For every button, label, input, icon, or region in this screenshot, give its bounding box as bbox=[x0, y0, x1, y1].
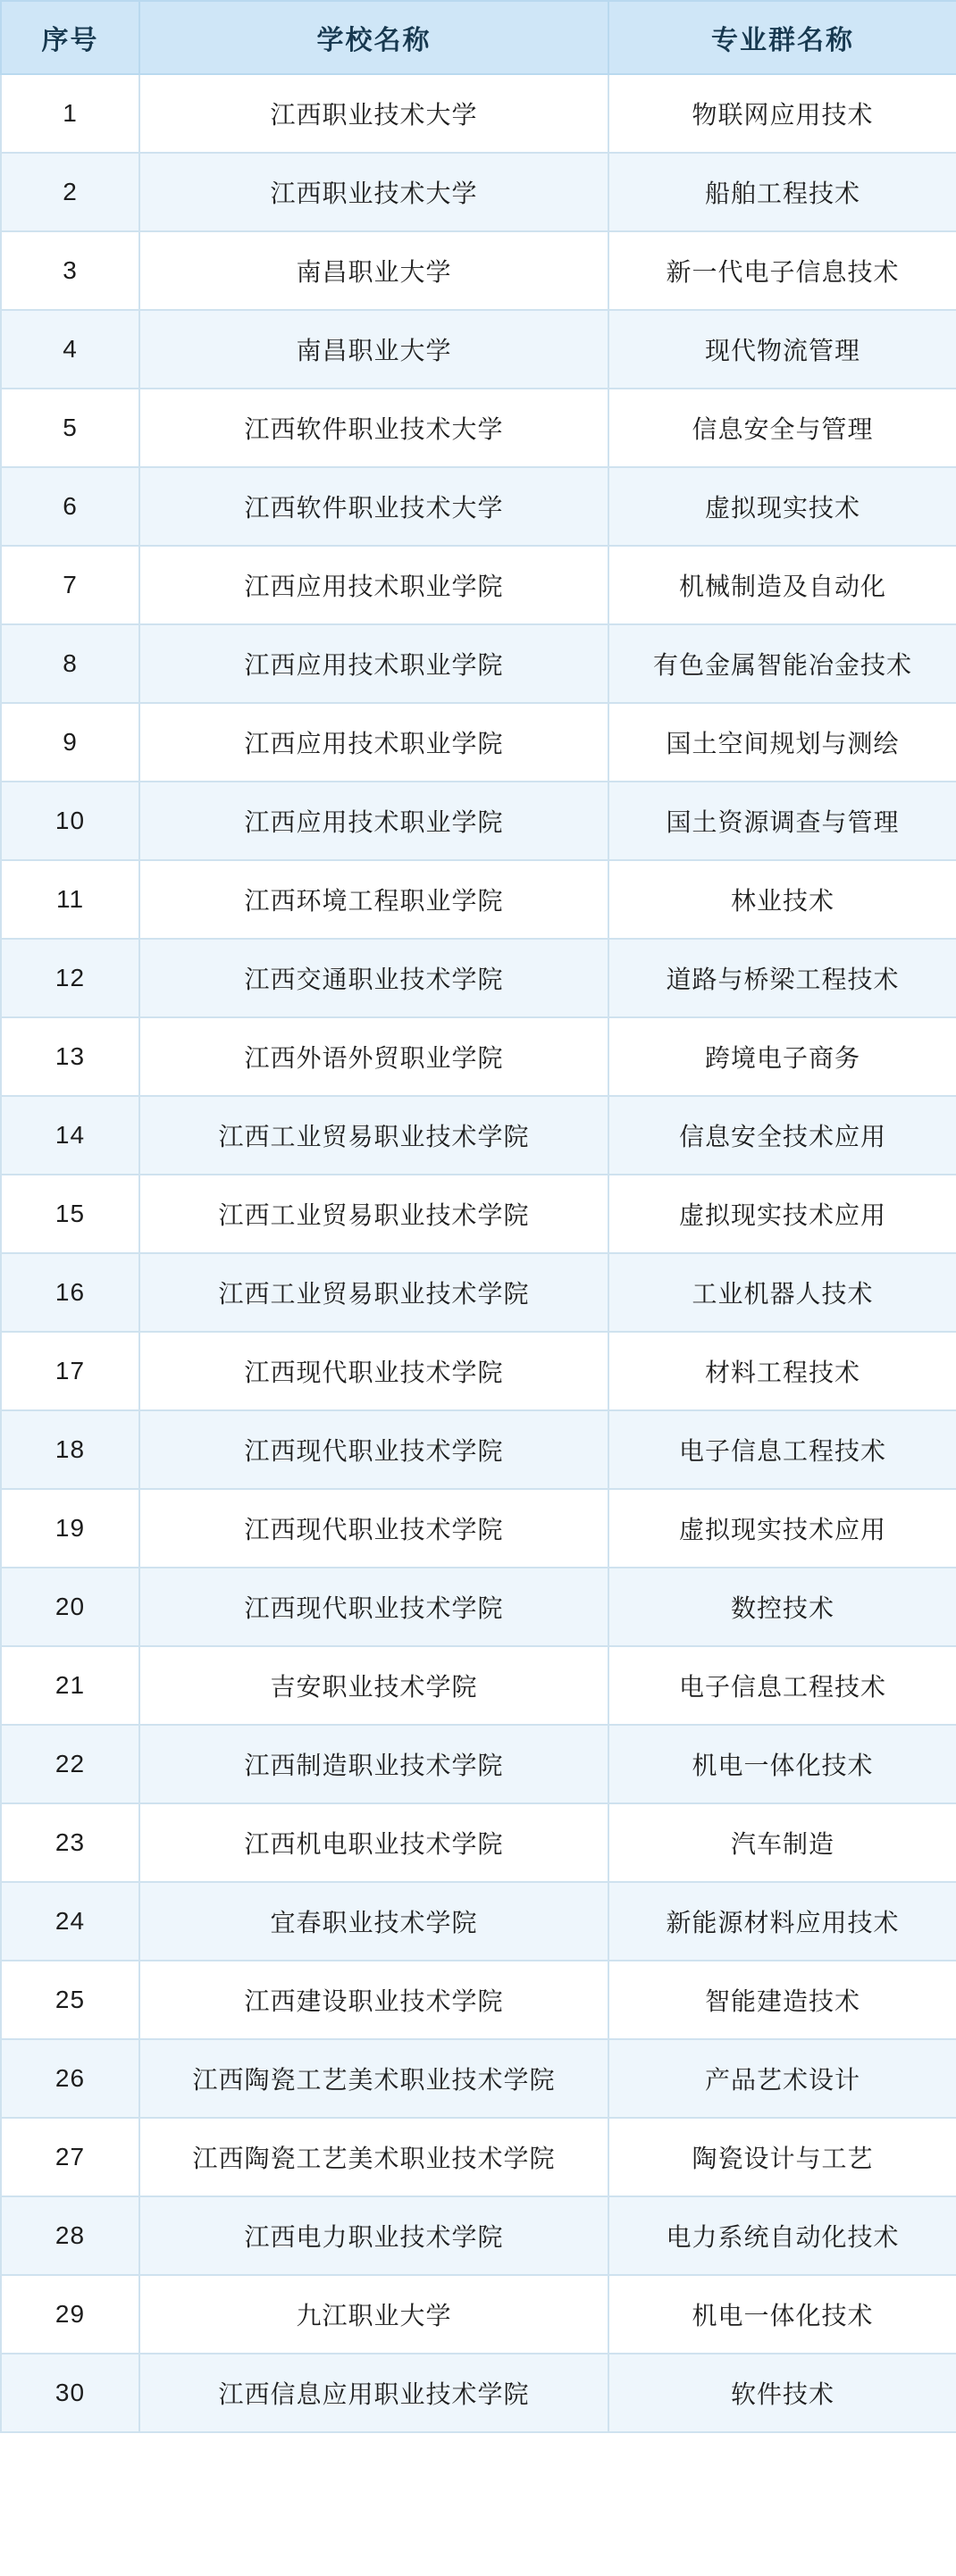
table-row bbox=[1, 782, 956, 860]
cell-program-name: 跨境电子商务 bbox=[608, 1017, 956, 1096]
cell-school-name: 江西工业贸易职业技术学院 bbox=[139, 1096, 608, 1175]
cell-program-name: 船舶工程技术 bbox=[608, 153, 956, 231]
table-row bbox=[1, 1489, 956, 1568]
table-row bbox=[1, 1725, 956, 1803]
table-row bbox=[1, 310, 956, 389]
cell-program-name: 电力系统自动化技术 bbox=[608, 2196, 956, 2275]
table-row bbox=[1, 389, 956, 467]
cell-program-name: 材料工程技术 bbox=[608, 1332, 956, 1410]
cell-school-name: 江西制造职业技术学院 bbox=[139, 1725, 608, 1803]
cell-school-name: 江西信息应用职业技术学院 bbox=[139, 2354, 608, 2432]
cell-school-name: 江西工业贸易职业技术学院 bbox=[139, 1253, 608, 1332]
table-row bbox=[1, 1646, 956, 1725]
cell-school-name: 江西职业技术大学 bbox=[139, 74, 608, 153]
cell-program-name: 工业机器人技术 bbox=[608, 1253, 956, 1332]
cell-program-name: 虚拟现实技术应用 bbox=[608, 1175, 956, 1253]
table-row bbox=[1, 153, 956, 231]
cell-program-name: 机械制造及自动化 bbox=[608, 546, 956, 624]
cell-program-name: 数控技术 bbox=[608, 1568, 956, 1646]
table-row bbox=[1, 1961, 956, 2039]
table-row bbox=[1, 2039, 956, 2118]
cell-index: 30 bbox=[1, 2354, 139, 2432]
table-header bbox=[1, 1, 956, 74]
cell-index: 6 bbox=[1, 467, 139, 546]
table-row bbox=[1, 1096, 956, 1175]
table-row bbox=[1, 546, 956, 624]
cell-program-name: 软件技术 bbox=[608, 2354, 956, 2432]
table-row bbox=[1, 2118, 956, 2196]
cell-index: 1 bbox=[1, 74, 139, 153]
cell-index: 14 bbox=[1, 1096, 139, 1175]
cell-index: 2 bbox=[1, 153, 139, 231]
cell-index: 4 bbox=[1, 310, 139, 389]
cell-school-name: 江西外语外贸职业学院 bbox=[139, 1017, 608, 1096]
table-row bbox=[1, 1175, 956, 1253]
cell-program-name: 虚拟现实技术 bbox=[608, 467, 956, 546]
cell-program-name: 电子信息工程技术 bbox=[608, 1646, 956, 1725]
table-row bbox=[1, 1568, 956, 1646]
cell-school-name: 江西软件职业技术大学 bbox=[139, 389, 608, 467]
cell-school-name: 江西应用技术职业学院 bbox=[139, 624, 608, 703]
cell-index: 23 bbox=[1, 1803, 139, 1882]
cell-index: 3 bbox=[1, 231, 139, 310]
table-row bbox=[1, 1017, 956, 1096]
cell-school-name: 江西现代职业技术学院 bbox=[139, 1410, 608, 1489]
cell-school-name: 江西现代职业技术学院 bbox=[139, 1489, 608, 1568]
cell-program-name: 有色金属智能冶金技术 bbox=[608, 624, 956, 703]
cell-program-name: 陶瓷设计与工艺 bbox=[608, 2118, 956, 2196]
cell-index: 27 bbox=[1, 2118, 139, 2196]
cell-index: 7 bbox=[1, 546, 139, 624]
table-body bbox=[1, 74, 956, 2432]
cell-school-name: 江西交通职业技术学院 bbox=[139, 939, 608, 1017]
table-row bbox=[1, 1253, 956, 1332]
cell-program-name: 汽车制造 bbox=[608, 1803, 956, 1882]
column-header-program: 专业群名称 bbox=[608, 1, 956, 74]
cell-school-name: 江西电力职业技术学院 bbox=[139, 2196, 608, 2275]
cell-program-name: 现代物流管理 bbox=[608, 310, 956, 389]
cell-school-name: 九江职业大学 bbox=[139, 2275, 608, 2354]
cell-school-name: 江西陶瓷工艺美术职业技术学院 bbox=[139, 2118, 608, 2196]
table-row bbox=[1, 1332, 956, 1410]
cell-program-name: 新能源材料应用技术 bbox=[608, 1882, 956, 1961]
cell-index: 12 bbox=[1, 939, 139, 1017]
cell-school-name: 江西建设职业技术学院 bbox=[139, 1961, 608, 2039]
cell-index: 10 bbox=[1, 782, 139, 860]
cell-program-name: 物联网应用技术 bbox=[608, 74, 956, 153]
table-row bbox=[1, 2354, 956, 2432]
table-row bbox=[1, 860, 956, 939]
cell-index: 21 bbox=[1, 1646, 139, 1725]
cell-index: 9 bbox=[1, 703, 139, 782]
cell-index: 8 bbox=[1, 624, 139, 703]
cell-index: 24 bbox=[1, 1882, 139, 1961]
cell-program-name: 国土资源调查与管理 bbox=[608, 782, 956, 860]
cell-school-name: 江西机电职业技术学院 bbox=[139, 1803, 608, 1882]
cell-index: 22 bbox=[1, 1725, 139, 1803]
cell-school-name: 南昌职业大学 bbox=[139, 231, 608, 310]
cell-index: 17 bbox=[1, 1332, 139, 1410]
table-row bbox=[1, 2196, 956, 2275]
column-header-index: 序号 bbox=[1, 1, 139, 74]
cell-school-name: 江西应用技术职业学院 bbox=[139, 782, 608, 860]
cell-school-name: 江西应用技术职业学院 bbox=[139, 546, 608, 624]
cell-school-name: 江西应用技术职业学院 bbox=[139, 703, 608, 782]
table-row bbox=[1, 703, 956, 782]
cell-program-name: 信息安全技术应用 bbox=[608, 1096, 956, 1175]
table-row bbox=[1, 2275, 956, 2354]
cell-school-name: 江西软件职业技术大学 bbox=[139, 467, 608, 546]
cell-program-name: 新一代电子信息技术 bbox=[608, 231, 956, 310]
table-row bbox=[1, 1410, 956, 1489]
cell-index: 26 bbox=[1, 2039, 139, 2118]
cell-school-name: 南昌职业大学 bbox=[139, 310, 608, 389]
cell-school-name: 江西工业贸易职业技术学院 bbox=[139, 1175, 608, 1253]
cell-program-name: 机电一体化技术 bbox=[608, 1725, 956, 1803]
cell-school-name: 江西现代职业技术学院 bbox=[139, 1568, 608, 1646]
cell-school-name: 吉安职业技术学院 bbox=[139, 1646, 608, 1725]
cell-index: 25 bbox=[1, 1961, 139, 2039]
column-header-school: 学校名称 bbox=[139, 1, 608, 74]
cell-index: 11 bbox=[1, 860, 139, 939]
cell-program-name: 信息安全与管理 bbox=[608, 389, 956, 467]
cell-index: 16 bbox=[1, 1253, 139, 1332]
cell-school-name: 江西环境工程职业学院 bbox=[139, 860, 608, 939]
cell-index: 19 bbox=[1, 1489, 139, 1568]
cell-program-name: 道路与桥梁工程技术 bbox=[608, 939, 956, 1017]
cell-index: 15 bbox=[1, 1175, 139, 1253]
cell-program-name: 林业技术 bbox=[608, 860, 956, 939]
cell-index: 5 bbox=[1, 389, 139, 467]
cell-program-name: 智能建造技术 bbox=[608, 1961, 956, 2039]
table-header-row bbox=[1, 1, 956, 74]
cell-index: 18 bbox=[1, 1410, 139, 1489]
cell-program-name: 产品艺术设计 bbox=[608, 2039, 956, 2118]
table-row bbox=[1, 939, 956, 1017]
cell-index: 29 bbox=[1, 2275, 139, 2354]
cell-school-name: 江西陶瓷工艺美术职业技术学院 bbox=[139, 2039, 608, 2118]
cell-index: 28 bbox=[1, 2196, 139, 2275]
cell-program-name: 虚拟现实技术应用 bbox=[608, 1489, 956, 1568]
cell-index: 20 bbox=[1, 1568, 139, 1646]
table-row bbox=[1, 1882, 956, 1961]
table-row bbox=[1, 74, 956, 153]
cell-program-name: 机电一体化技术 bbox=[608, 2275, 956, 2354]
table-row bbox=[1, 231, 956, 310]
cell-school-name: 宜春职业技术学院 bbox=[139, 1882, 608, 1961]
cell-school-name: 江西职业技术大学 bbox=[139, 153, 608, 231]
cell-index: 13 bbox=[1, 1017, 139, 1096]
cell-school-name: 江西现代职业技术学院 bbox=[139, 1332, 608, 1410]
table-row bbox=[1, 1803, 956, 1882]
table-row bbox=[1, 467, 956, 546]
table-row bbox=[1, 624, 956, 703]
cell-program-name: 国土空间规划与测绘 bbox=[608, 703, 956, 782]
cell-program-name: 电子信息工程技术 bbox=[608, 1410, 956, 1489]
